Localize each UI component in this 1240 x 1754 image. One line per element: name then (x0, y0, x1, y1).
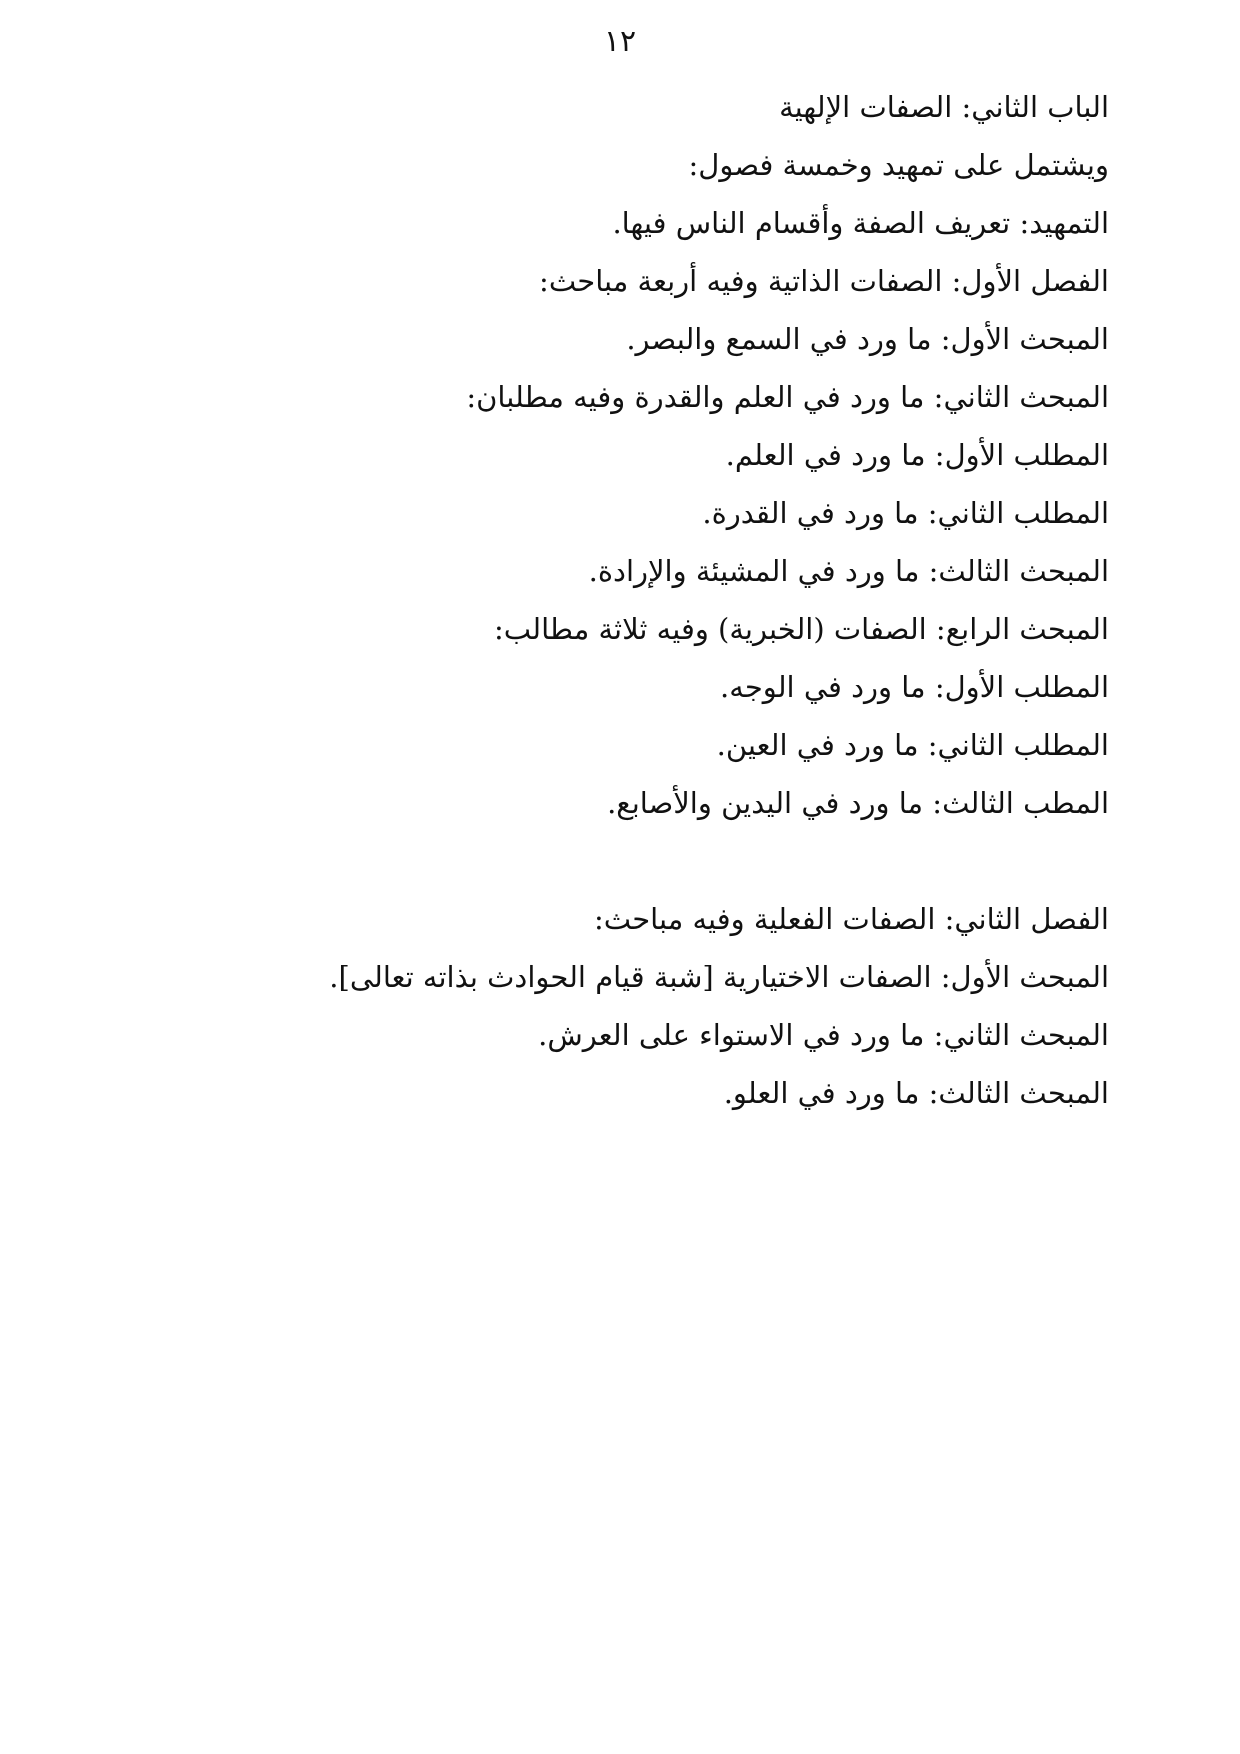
toc-entry: المطب الثالث: ما ورد في اليدين والأصابع. (607, 786, 1109, 820)
toc-entry: المطلب الثاني: ما ورد في القدرة. (702, 496, 1109, 530)
toc-entry: المبحث الثالث: ما ورد في المشيئة والإرادة. (588, 554, 1109, 588)
toc-entry: المبحث الثالث: ما ورد في العلو. (723, 1076, 1109, 1110)
chapter-section-heading: الفصل الثاني: الصفات الفعلية وفيه مباحث: (593, 902, 1109, 936)
chapter-intro: ويشتمل على تمهيد وخمسة فصول: (688, 148, 1109, 182)
table-of-contents (109, 78, 1109, 1122)
section-spacer (109, 832, 1109, 890)
toc-entry: المبحث الأول: الصفات الاختيارية [شبة قيام الحوادث بذاته تعالى]. (329, 960, 1109, 994)
chapter-section-heading: الفصل الأول: الصفات الذاتية وفيه أربعة مباحث: (539, 264, 1109, 298)
toc-entry: المبحث الثاني: ما ورد في العلم والقدرة وفيه مطلبان: (466, 380, 1109, 414)
toc-entry: المبحث الرابع: الصفات (الخبرية) وفيه ثلاثة مطالب: (493, 612, 1109, 646)
toc-entry: المبحث الثاني: ما ورد في الاستواء على العرش. (538, 1018, 1109, 1052)
toc-entry: المطلب الثاني: ما ورد في العين. (716, 728, 1109, 762)
toc-entry: المطلب الأول: ما ورد في العلم. (725, 438, 1109, 472)
preface-entry: التمهيد: تعريف الصفة وأقسام الناس فيها. (612, 206, 1109, 240)
toc-entry: المطلب الأول: ما ورد في الوجه. (720, 670, 1109, 704)
page-number: ١٢ (603, 24, 637, 59)
toc-entry: المبحث الأول: ما ورد في السمع والبصر. (626, 322, 1109, 356)
chapter-heading: الباب الثاني: الصفات الإلهية (779, 90, 1109, 124)
